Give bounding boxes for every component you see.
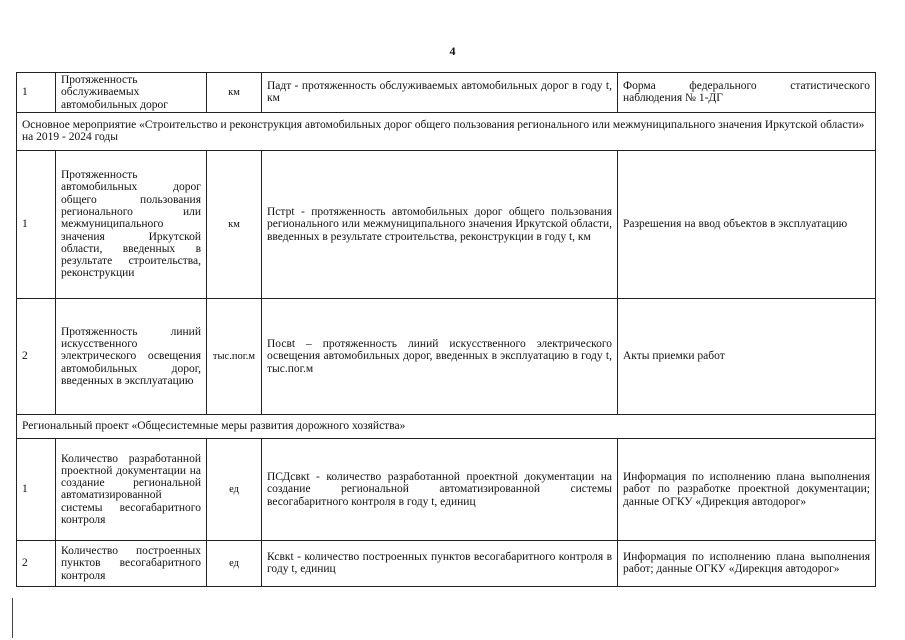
- unit-cell: км: [207, 73, 262, 113]
- row-number: 1: [17, 438, 56, 540]
- source-cell: Акты приемки работ: [618, 298, 876, 414]
- formula-cell: Пстрt - протяженность автомобильных дорог общего пользования регионального или межмуниципального значения Иркутской области, введенных в результате строительства, реконструкции в году t, км: [262, 150, 618, 298]
- indicator-name: Количество построенных пунктов весогабаритного контроля: [56, 540, 207, 586]
- table-row: [17, 540, 876, 586]
- row-number: 1: [17, 150, 56, 298]
- source-cell: Информация по исполнению плана выполнения работ по разработке проектной документации; данные ОГКУ «Дирекция автодорог»: [618, 438, 876, 540]
- formula-cell: Посвt – протяженность линий искусственного электрического освещения автомобильных дорог, введенных в эксплуатацию в году t, тыс.пог.м: [262, 298, 618, 414]
- unit-cell: км: [207, 150, 262, 298]
- table-row: [17, 438, 876, 540]
- source-cell: Разрешения на ввод объектов в эксплуатацию: [618, 150, 876, 298]
- section-header-row: [17, 112, 876, 150]
- page-number: 4: [449, 44, 456, 58]
- section-title: Региональный проект «Общесистемные меры развития дорожного хозяйства»: [17, 414, 876, 438]
- table-row: [17, 298, 876, 414]
- indicator-name: Протяженность обслуживаемых автомобильных дорог: [56, 73, 207, 113]
- source-cell: Информация по исполнению плана выполнения работ; данные ОГКУ «Дирекция автодорог»: [618, 540, 876, 586]
- unit-cell: тыс.пог.м: [207, 298, 262, 414]
- table-row: [17, 73, 876, 113]
- row-number: 2: [17, 540, 56, 586]
- indicator-name: Протяженность автомобильных дорог общего пользования регионального или межмуниципального значения Иркутской области, введенных в результате строительства, реконструкции: [56, 150, 207, 298]
- scan-edge-line: [12, 598, 13, 638]
- section-title: Основное мероприятие «Строительство и реконструкция автомобильных дорог общего пользования регионального или межмуниципального значения Иркутской области» на 2019 - 2024 годы: [17, 112, 876, 150]
- source-cell: Форма федерального статистического наблюдения № 1-ДГ: [618, 73, 876, 113]
- row-number: 1: [17, 73, 56, 113]
- formula-cell: Падт - протяженность обслуживаемых автомобильных дорог в году t, км: [262, 73, 618, 113]
- unit-cell: ед: [207, 540, 262, 586]
- indicator-name: Количество разработанной проектной документации на создание региональной автоматизированной системы весогабаритного контроля: [56, 438, 207, 540]
- formula-cell: Ксвкt - количество построенных пунктов весогабаритного контроля в году t, единиц: [262, 540, 618, 586]
- section-header-row: [17, 414, 876, 438]
- table-row: [17, 150, 876, 298]
- formula-cell: ПСДсвкt - количество разработанной проектной документации на создание региональной автоматизированной системы весогабаритного контроля в году t, единиц: [262, 438, 618, 540]
- indicator-name: Протяженность линий искусственного электрического освещения автомобильных дорог, введенных в эксплуатацию: [56, 298, 207, 414]
- indicator-table: [16, 72, 876, 587]
- unit-cell: ед: [207, 438, 262, 540]
- row-number: 2: [17, 298, 56, 414]
